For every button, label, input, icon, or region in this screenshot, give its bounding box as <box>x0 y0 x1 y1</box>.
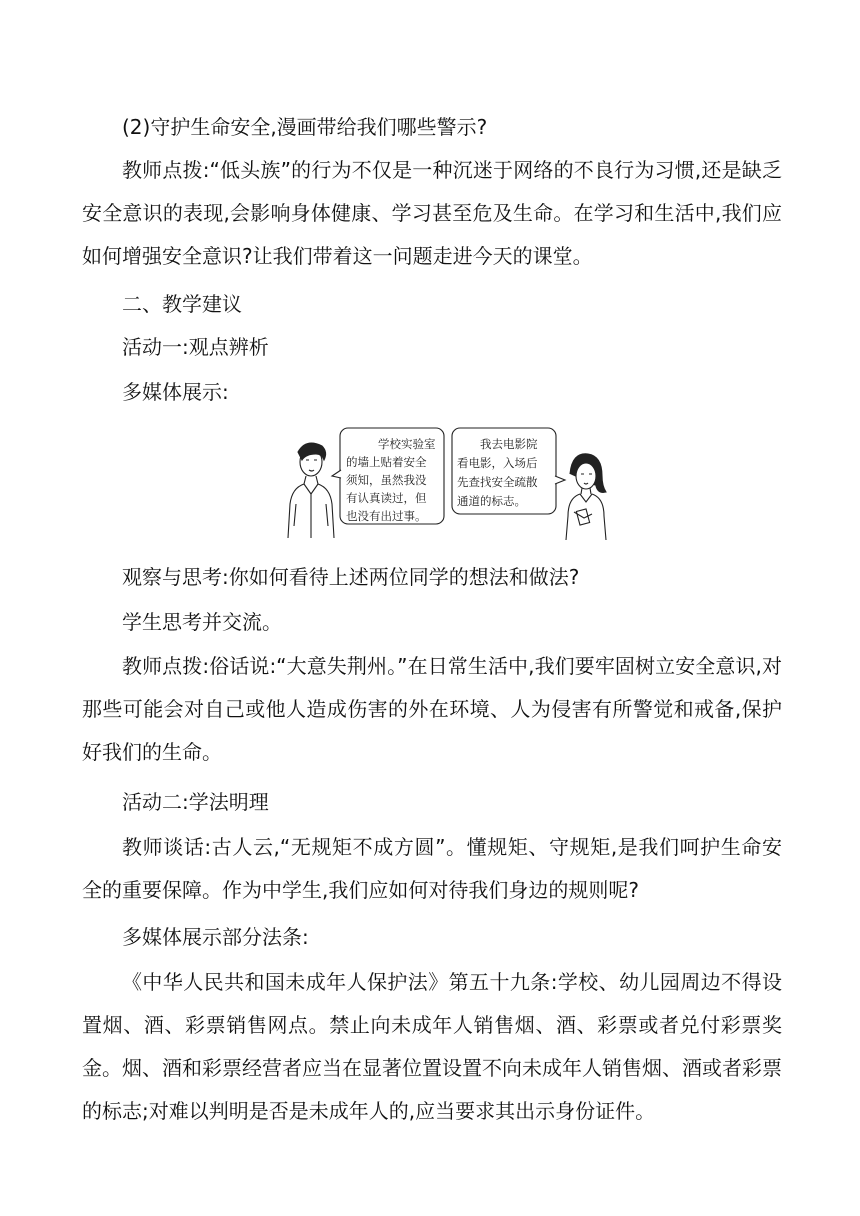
cartoon-illustration <box>284 424 614 542</box>
girl-figure-icon <box>566 454 606 540</box>
paragraph-teacher-talk: 教师谈话:古人云,“无规矩不成方圆”。懂规矩、守规矩,是我们呵护生命安全的重要保障。作为中学生,我们应如何对待我们身边的规则呢? <box>82 835 782 902</box>
student-discussion: 学生思考并交流。 <box>122 610 282 634</box>
paragraph-teacher-guidance-2: 教师点拨:俗话说:“大意失荆州。”在日常生活中,我们要牢固树立安全意识,对那些可能会对自己或他人造成伤害的外在环境、人为侵害有所警觉和戒备,保护好我们的生命。 <box>82 654 782 764</box>
observe-and-think: 观察与思考:你如何看待上述两位同学的想法和做法? <box>122 565 580 589</box>
right-bubble-line-1: 我去电影院 <box>480 437 538 451</box>
right-bubble-line-2: 看电影，入场后 <box>457 456 538 470</box>
right-bubble-line-4: 通道的标志。 <box>457 494 526 508</box>
left-bubble-line-2: 的墙上贴着安全 <box>346 455 427 469</box>
cartoon-figure <box>284 424 614 542</box>
left-bubble-line-3: 须知，虽然我没 <box>346 473 427 487</box>
left-bubble-line-1: 学校实验室 <box>378 437 436 451</box>
boy-figure-icon <box>288 443 334 538</box>
section-heading-teaching-suggestions: 二、教学建议 <box>122 292 242 316</box>
law-article-59: 《中华人民共和国未成年人保护法》第五十九条:学校、幼儿园周边不得设置烟、酒、彩票销售网点。禁止向未成年人销售烟、酒、彩票或者兑付彩票奖金。烟、酒和彩票经营者应当在显著位置设置不向未成年人销售烟、酒或者彩票的标志;对难以判明是否是未成年人的,应当要求其出示身份证件。 <box>82 970 782 1123</box>
activity-one-heading: 活动一:观点辨析 <box>122 335 269 359</box>
multimedia-law-label: 多媒体展示部分法条: <box>122 925 309 949</box>
right-bubble-line-3: 先查找安全疏散 <box>457 475 538 489</box>
left-bubble-line-4: 有认真读过，但 <box>346 491 427 505</box>
multimedia-display-label: 多媒体展示: <box>122 380 229 404</box>
paragraph-question: (2)守护生命安全,漫画带给我们哪些警示? <box>122 115 488 139</box>
paragraph-teacher-guidance-1: 教师点拨:“低头族”的行为不仅是一种沉迷于网络的不良行为习惯,还是缺乏安全意识的表现,会影响身体健康、学习甚至危及生命。在学习和生活中,我们应如何增强安全意识?让我们带着这一问题走进今天的课堂。 <box>82 158 782 268</box>
activity-two-heading: 活动二:学法明理 <box>122 790 269 814</box>
left-bubble-line-5: 也没有出过事。 <box>346 509 427 523</box>
